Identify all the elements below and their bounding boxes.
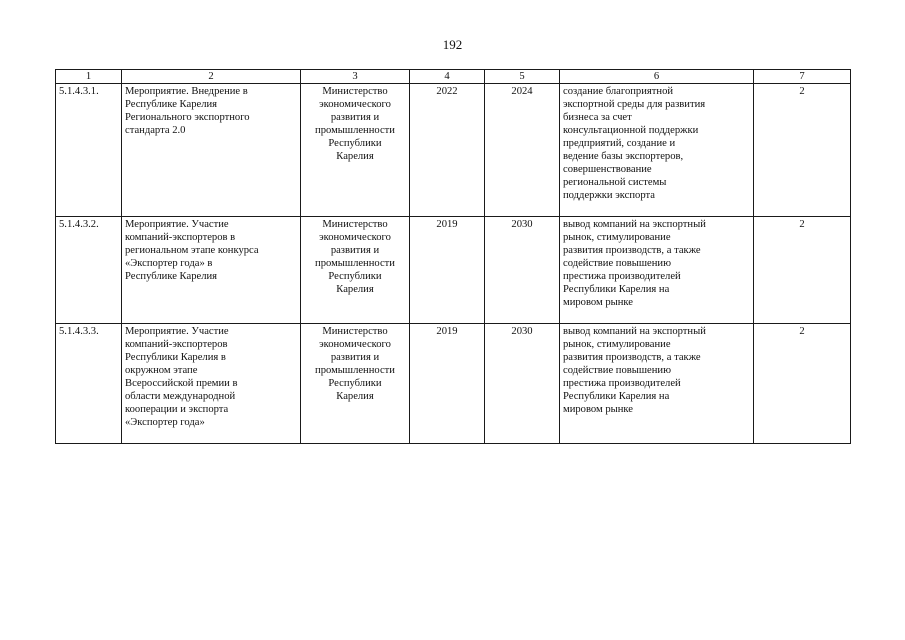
text-line: развития и bbox=[330, 245, 380, 256]
table-row bbox=[56, 84, 851, 217]
end-year: 2030 bbox=[485, 217, 560, 324]
text-line: Республики bbox=[328, 271, 382, 282]
text-line: престижа производителей bbox=[563, 378, 681, 389]
expected-result bbox=[560, 84, 754, 217]
text-line: региональном этапе конкурса bbox=[125, 245, 259, 256]
text-line: экономического bbox=[319, 339, 391, 350]
indicator-number: 2 bbox=[754, 217, 851, 324]
header-col-1: 1 bbox=[56, 70, 122, 84]
responsible-body bbox=[301, 324, 410, 444]
table-row bbox=[56, 217, 851, 324]
text-line: Регионального экспортного bbox=[125, 112, 250, 123]
text-line: компаний-экспортеров bbox=[125, 339, 228, 350]
text-line: промышленности bbox=[315, 258, 395, 269]
text-line: поддержки экспорта bbox=[563, 190, 655, 201]
text-line: бизнеса за счет bbox=[563, 112, 632, 123]
text-line: Всероссийской премии в bbox=[125, 378, 238, 389]
text-line: Республики bbox=[328, 378, 382, 389]
responsible-body bbox=[301, 217, 410, 324]
text-line: совершенствование bbox=[563, 164, 652, 175]
text-line: экспортной среды для развития bbox=[563, 99, 706, 110]
text-line: развития производств, а также bbox=[563, 352, 701, 363]
table-row bbox=[56, 324, 851, 444]
text-line: экономического bbox=[319, 232, 391, 243]
text-line: рынок, стимулирование bbox=[563, 232, 671, 243]
text-line: Министерство bbox=[322, 219, 388, 230]
text-line: развития и bbox=[330, 352, 380, 363]
text-line: развития производств, а также bbox=[563, 245, 701, 256]
expected-result bbox=[560, 217, 754, 324]
expected-result bbox=[560, 324, 754, 444]
end-year: 2030 bbox=[485, 324, 560, 444]
item-number: 5.1.4.3.2. bbox=[56, 217, 122, 324]
text-line: консультационной поддержки bbox=[563, 125, 699, 136]
header-col-4: 4 bbox=[410, 70, 485, 84]
text-line: мировом рынке bbox=[563, 404, 634, 415]
measures-table bbox=[55, 69, 851, 444]
text-line: Республике Карелия bbox=[125, 271, 218, 282]
text-line: Карелия bbox=[336, 151, 374, 162]
responsible-body bbox=[301, 84, 410, 217]
text-line: компаний-экспортеров в bbox=[125, 232, 236, 243]
text-line: Республики Карелия на bbox=[563, 284, 670, 295]
start-year: 2019 bbox=[410, 217, 485, 324]
table-header-row bbox=[56, 70, 851, 84]
text-line: региональной системы bbox=[563, 177, 667, 188]
indicator-number: 2 bbox=[754, 84, 851, 217]
header-col-2: 2 bbox=[122, 70, 301, 84]
text-line: развития и bbox=[330, 112, 380, 123]
text-line: ведение базы экспортеров, bbox=[563, 151, 684, 162]
text-line: мировом рынке bbox=[563, 297, 634, 308]
text-line: экономического bbox=[319, 99, 391, 110]
start-year: 2022 bbox=[410, 84, 485, 217]
header-col-5: 5 bbox=[485, 70, 560, 84]
text-line: Мероприятие. Участие bbox=[125, 219, 229, 230]
text-line: Республики Карелия на bbox=[563, 391, 670, 402]
page-number: 192 bbox=[442, 37, 463, 52]
text-line: Республике Карелия bbox=[125, 99, 218, 110]
end-year: 2024 bbox=[485, 84, 560, 217]
item-number: 5.1.4.3.1. bbox=[56, 84, 122, 217]
header-col-6: 6 bbox=[560, 70, 754, 84]
text-line: рынок, стимулирование bbox=[563, 339, 671, 350]
text-line: содействие повышению bbox=[563, 258, 672, 269]
measure-description bbox=[122, 324, 301, 444]
text-line: Мероприятие. Внедрение в bbox=[125, 86, 248, 97]
text-line: промышленности bbox=[315, 365, 395, 376]
text-line: Министерство bbox=[322, 326, 388, 337]
item-number: 5.1.4.3.3. bbox=[56, 324, 122, 444]
text-line: окружном этапе bbox=[125, 365, 198, 376]
text-line: промышленности bbox=[315, 125, 395, 136]
header-col-3: 3 bbox=[301, 70, 410, 84]
text-line: содействие повышению bbox=[563, 365, 672, 376]
measure-description bbox=[122, 84, 301, 217]
text-line: Карелия bbox=[336, 391, 374, 402]
text-line: «Экспортер года» bbox=[125, 417, 205, 428]
text-line: Республики bbox=[328, 138, 382, 149]
text-line: создание благоприятной bbox=[563, 86, 674, 97]
text-line: Карелия bbox=[336, 284, 374, 295]
text-line: Мероприятие. Участие bbox=[125, 326, 229, 337]
text-line: области международной bbox=[125, 391, 236, 402]
text-line: Республики Карелия в bbox=[125, 352, 226, 363]
text-line: вывод компаний на экспортный bbox=[563, 219, 706, 230]
text-line: кооперации и экспорта bbox=[125, 404, 229, 415]
text-line: стандарта 2.0 bbox=[125, 125, 186, 136]
text-line: вывод компаний на экспортный bbox=[563, 326, 706, 337]
text-line: престижа производителей bbox=[563, 271, 681, 282]
text-line: «Экспортер года» в bbox=[125, 258, 213, 269]
text-line: Министерство bbox=[322, 86, 388, 97]
indicator-number: 2 bbox=[754, 324, 851, 444]
text-line: предприятий, создание и bbox=[563, 138, 676, 149]
measure-description bbox=[122, 217, 301, 324]
header-col-7: 7 bbox=[754, 70, 851, 84]
start-year: 2019 bbox=[410, 324, 485, 444]
